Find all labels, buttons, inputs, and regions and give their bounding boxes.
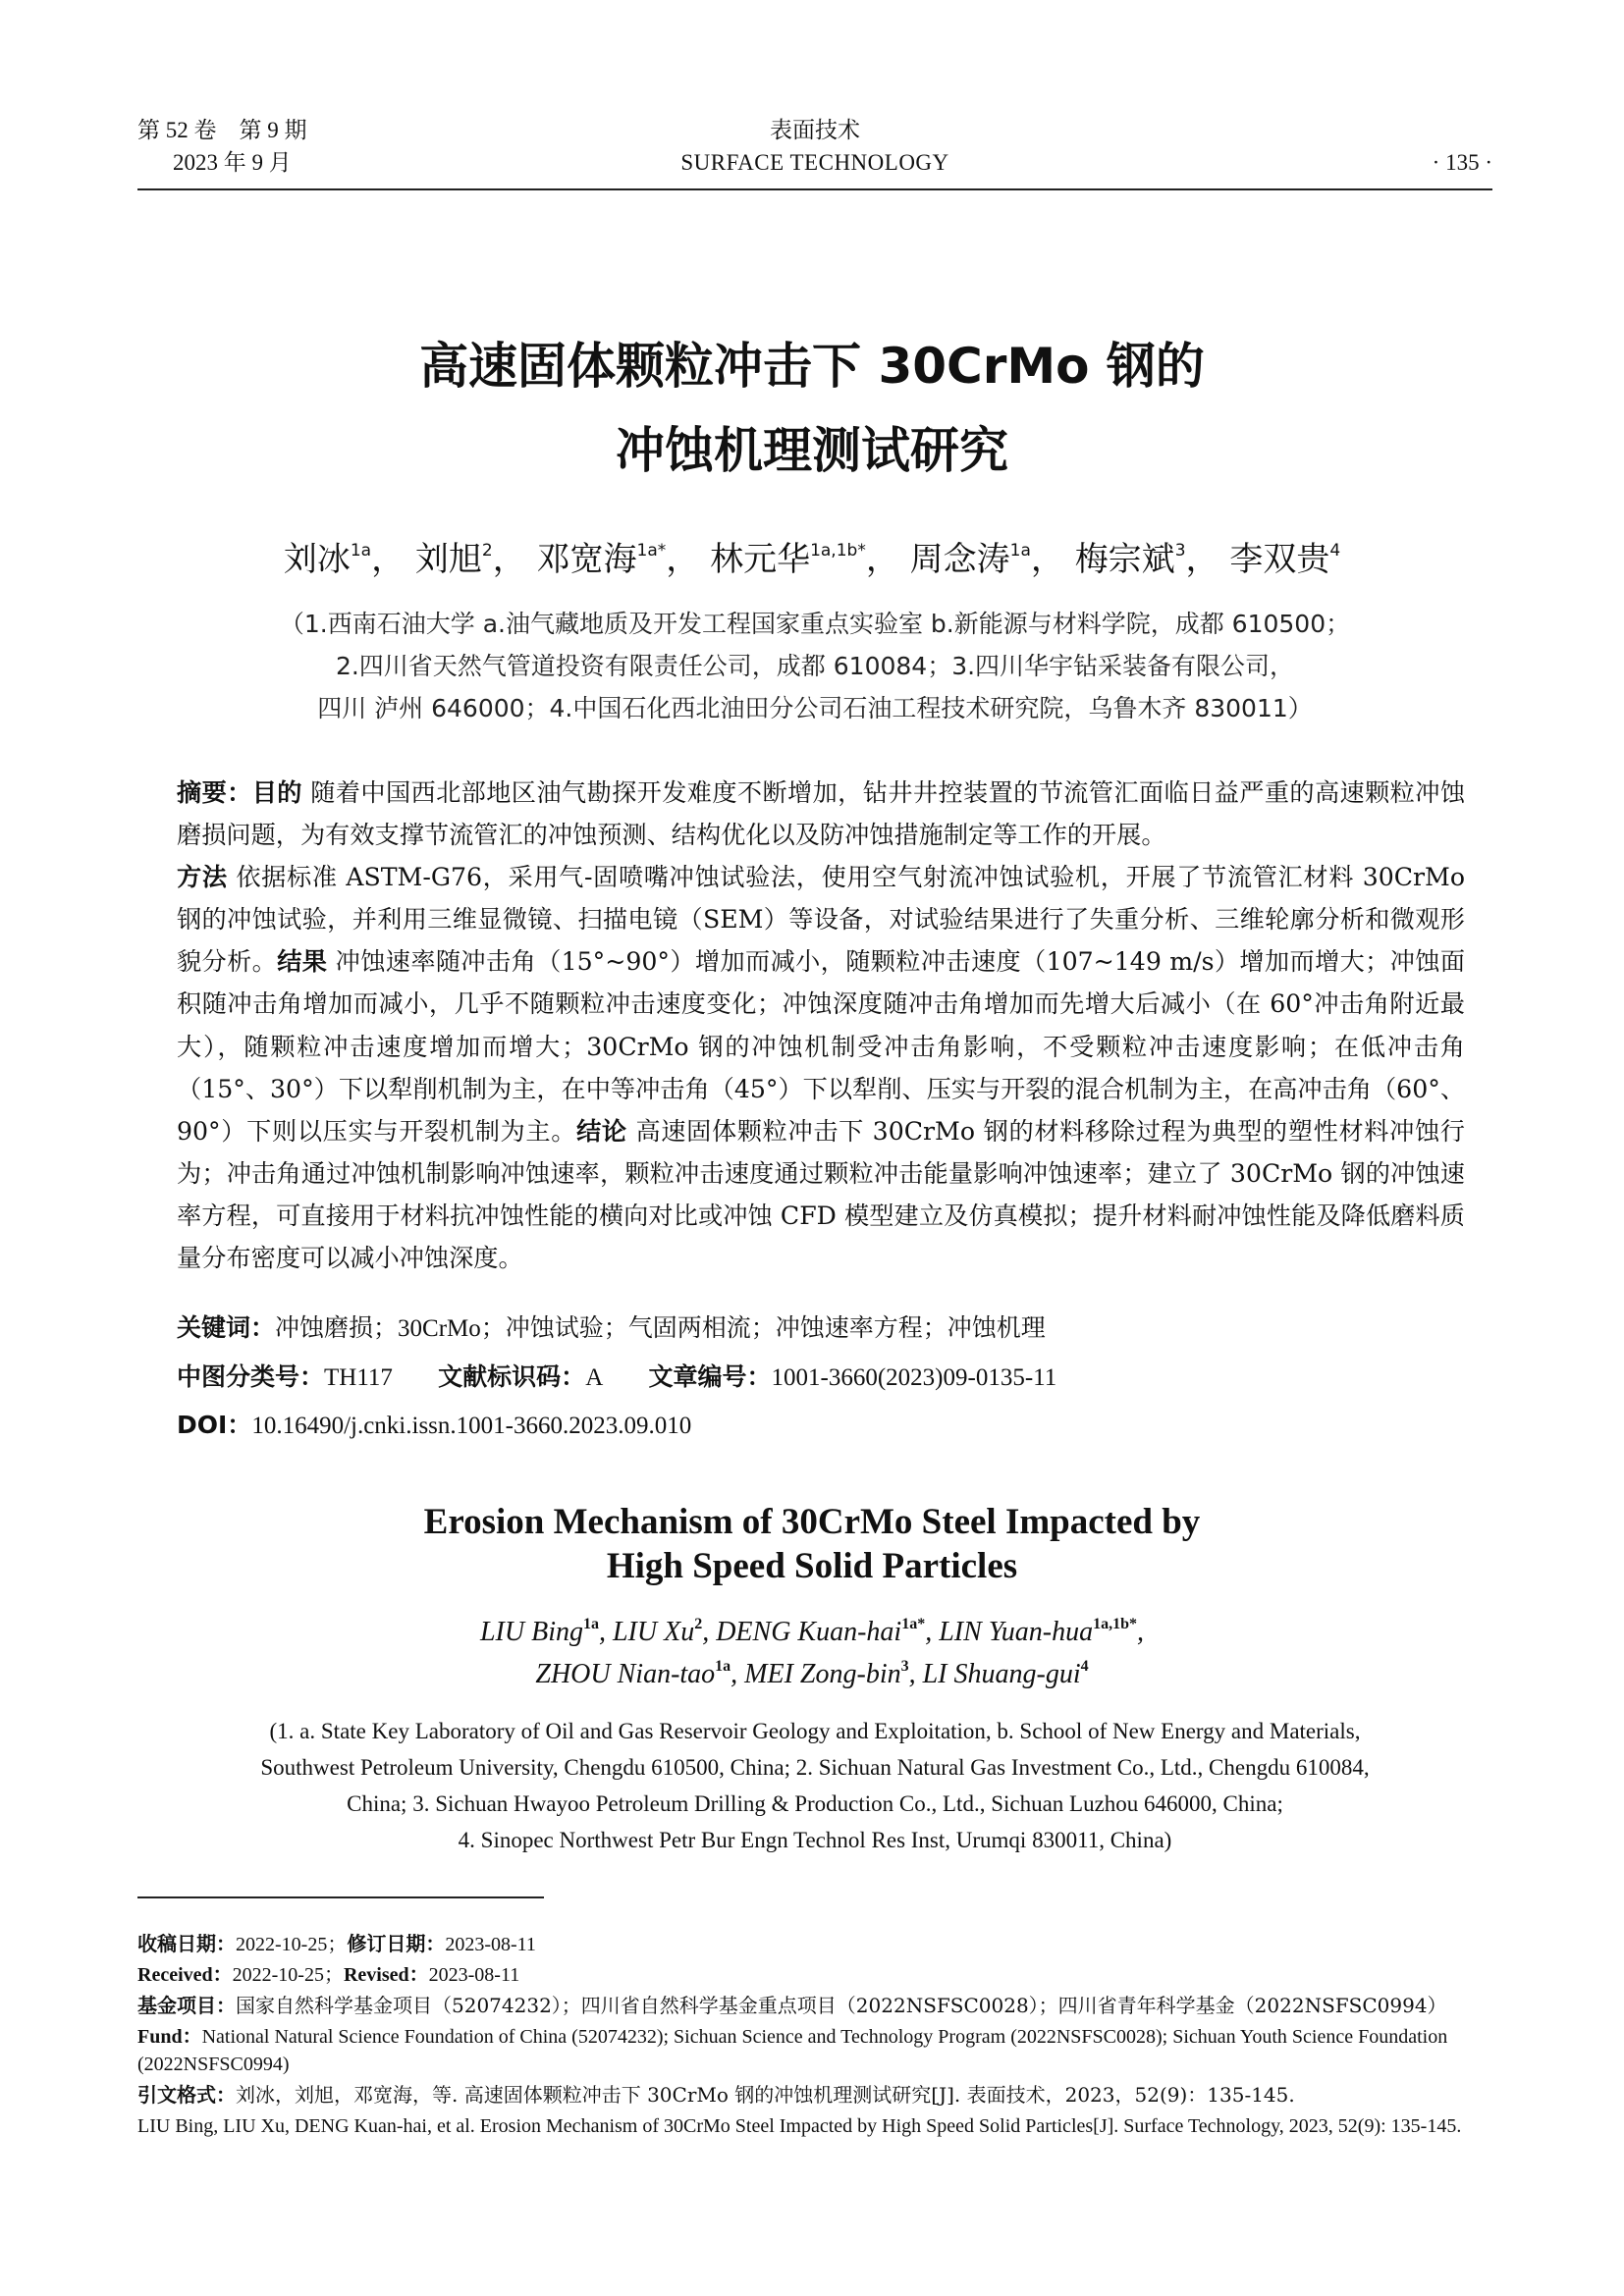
affiliation-line: 2.四川省天然气管道投资有限责任公司，成都 610084；3.四川华宇钻采装备有限公司， xyxy=(335,652,1295,680)
affiliations-en xyxy=(137,1713,1492,1858)
author-en: DENG Kuan-hai$^{1a*}$ xyxy=(716,1616,926,1647)
affiliation-en-line: Southwest Petroleum University, Chengdu 610500, China; 2. Sichuan Natural Gas Investment Co., Ltd., Chengdu 610084, xyxy=(260,1755,1370,1780)
purpose-label: 目的 xyxy=(251,778,302,807)
footnote-citation-en: LIU Bing, LIU Xu, DENG Kuan-hai, et al. Erosion Mechanism of 30CrMo Steel Impacted by High Speed Solid Particles[J]. Surface Technology, 2023, 52(9): 135-145. xyxy=(137,2115,1462,2137)
keywords-label: 关键词： xyxy=(177,1313,276,1342)
footnotes xyxy=(137,1930,1504,2143)
method-label: 方法 xyxy=(177,863,228,892)
footnote-dates-en: Received：2022-10-25；Revised：2023-08-11 xyxy=(137,1964,520,1986)
author-cn: 梅宗斌$^3$ xyxy=(1074,540,1186,579)
title-cn xyxy=(0,324,1624,493)
author-en: LIU Xu$^2$ xyxy=(612,1616,703,1647)
article-number-label: 文章编号： xyxy=(648,1362,772,1391)
title-cn-line: 高速固体颗粒冲击下 30CrMo 钢的 xyxy=(419,338,1205,395)
conclusion-text: 高速固体颗粒冲击下 30CrMo 钢的材料移除过程为典型的塑性材料冲蚀行为；冲击角通过冲蚀机制影响冲蚀速率，颗粒冲击速度通过颗粒冲击能量影响冲蚀速率；建立了 30CrMo 钢的冲蚀速率方程，可直接用于材料抗冲蚀性能的横向对比或冲蚀 CFD 模型建立及仿真模拟；提升材料耐冲蚀性能及降低磨料质量分布密度可以减小冲蚀深度。 xyxy=(177,1116,1465,1273)
issue-date: 2023 年 9 月 xyxy=(173,150,292,175)
affiliation-en-line: China; 3. Sichuan Hwayoo Petroleum Drilling & Production Co., Ltd., Sichuan Luzhou 646000, China; xyxy=(347,1791,1283,1816)
running-header xyxy=(137,116,1492,185)
abstract-cn xyxy=(177,772,1465,1279)
title-cn-line: 冲蚀机理测试研究 xyxy=(616,422,1008,479)
authors-en-line: ZHOU Nian-tao$^{1a}$, MEI Zong-bin$^3$, LI Shuang-gui$^4$ xyxy=(535,1658,1089,1689)
clc-label: 中图分类号： xyxy=(177,1362,325,1391)
authors-en-line: LIU Bing$^{1a}$, LIU Xu$^2$, DENG Kuan-hai$^{1a*}$, LIN Yuan-hua$^{1a,1b*}$, xyxy=(479,1616,1145,1647)
conclusion-label: 结论 xyxy=(576,1116,627,1146)
results-text: 冲蚀速率随冲击角（15°~90°）增加而减小，随颗粒冲击速度（107~149 m/s）增加而增大；冲蚀面积随冲击角增加而减小，几乎不随颗粒冲击速度变化；冲蚀深度随冲击角增加而先增大后减小（在 60°冲击角附近最大），随颗粒冲击速度增加而增大；30CrMo 钢的冲蚀机制受冲击角影响，不受颗粒冲击速度影响；在低冲击角（15°、30°）下以犁削机制为主，在中等冲击角（45°）下以犁削、压实与开裂的混合机制为主，在高冲击角（60°、90°）下则以压实与开裂机制为主。 xyxy=(177,947,1466,1146)
article-number-value: 1001-3660(2023)09-0135-11 xyxy=(771,1364,1057,1391)
footnote-fund-cn: 基金项目：国家自然科学基金项目（52074232）；四川省自然科学基金重点项目（2022NSFSC0028）；四川省青年科学基金（2022NSFSC0994） xyxy=(137,1994,1447,2017)
author-cn: 刘旭$^2$ xyxy=(414,540,493,579)
doi-link[interactable]: 10.16490/j.cnki.issn.1001-3660.2023.09.010 xyxy=(251,1413,692,1439)
keywords-text: 冲蚀磨损；30CrMo；冲蚀试验；气固两相流；冲蚀速率方程；冲蚀机理 xyxy=(275,1315,1046,1342)
author-en: LI Shuang-gui$^4$ xyxy=(922,1658,1089,1689)
footnote-citation-cn: 引文格式：刘冰，刘旭，邓宽海，等. 高速固体颗粒冲击下 30CrMo 钢的冲蚀机理测试研究[J]. 表面技术，2023，52(9)：135-145. xyxy=(137,2083,1295,2107)
author-en: ZHOU Nian-tao$^{1a}$ xyxy=(535,1658,731,1689)
affiliation-en-line: (1. a. State Key Laboratory of Oil and Gas Reservoir Geology and Exploitation, b. School of New Energy and Materials, xyxy=(269,1719,1361,1743)
journal-name-en: SURFACE TECHNOLOGY xyxy=(680,150,949,175)
author-en: LIU Bing$^{1a}$ xyxy=(479,1616,599,1647)
method-text: 依据标准 ASTM-G76，采用气-固喷嘴冲蚀试验法，使用空气射流冲蚀试验机，开展了节流管汇材料 30CrMo 钢的冲蚀试验，并利用三维显微镜、扫描电镜（SEM）等设备，对试验结果进行了失重分析、三维轮廓分析和微观形貌分析。 xyxy=(177,863,1466,977)
footnote-rule xyxy=(137,1896,544,1898)
authors-en xyxy=(0,1611,1624,1695)
doi-label: DOI： xyxy=(177,1411,252,1439)
authors-cn: 刘冰$^{1a}$， 刘旭$^2$， 邓宽海$^{1a*}$， 林元华$^{1a,1b*}$， 周念涛$^{1a}$， 梅宗斌$^3$， 李双贵$^4$ xyxy=(283,540,1341,579)
author-cn: 林元华$^{1a,1b*}$ xyxy=(710,540,866,579)
author-cn: 邓宽海$^{1a*}$ xyxy=(536,540,667,579)
clc-value: TH117 xyxy=(324,1364,393,1391)
purpose-text: 随着中国西北部地区油气勘探开发难度不断增加，钻井井控装置的节流管汇面临日益严重的高速颗粒冲蚀磨损问题，为有效支撑节流管汇的冲蚀预测、结构优化以及防冲蚀措施制定等工作的开展。 xyxy=(177,778,1466,850)
doc-code-value: A xyxy=(585,1364,604,1391)
author-cn: 李双贵$^4$ xyxy=(1229,540,1341,579)
author-en: LIN Yuan-hua$^{1a,1b*}$ xyxy=(939,1616,1138,1647)
header-rule xyxy=(137,188,1492,190)
author-cn: 周念涛$^{1a}$ xyxy=(909,540,1031,579)
doi xyxy=(177,1406,1465,1446)
page-number: · 135 · xyxy=(1432,150,1492,175)
author-cn: 刘冰$^{1a}$ xyxy=(283,540,372,579)
affiliation-line: （1.西南石油大学 a.油气藏地质及开发工程国家重点实验室 b.新能源与材料学院，成都 610500； xyxy=(279,610,1351,638)
author-en: MEI Zong-bin$^3$ xyxy=(744,1658,909,1689)
results-label: 结果 xyxy=(277,947,328,977)
classification xyxy=(177,1358,1465,1398)
title-en-line: Erosion Mechanism of 30CrMo Steel Impacted by xyxy=(423,1502,1201,1542)
journal-name-cn: 表面技术 xyxy=(770,118,860,142)
title-en xyxy=(0,1500,1624,1588)
footnote-fund-en: Fund：National Natural Science Foundation of China (52074232); Sichuan Science and Technology Program (2022NSFSC0028); Sichuan Youth Science Foundation (2022NSFSC0994) xyxy=(137,2026,1448,2075)
affiliation-line: 四川 泸州 646000；4.中国石化西北油田分公司石油工程技术研究院，乌鲁木齐 830011） xyxy=(317,694,1313,722)
affiliation-en-line: 4. Sinopec Northwest Petr Bur Engn Technol Res Inst, Urumqi 830011, China) xyxy=(458,1828,1172,1852)
volume-issue: 第 52 卷 第 9 期 xyxy=(137,118,307,142)
doc-code-label: 文献标识码： xyxy=(438,1362,586,1391)
affiliations-cn xyxy=(137,603,1492,729)
keywords xyxy=(177,1308,1465,1349)
footnote-dates-cn: 收稿日期：2022-10-25；修订日期：2023-08-11 xyxy=(137,1932,536,1955)
abstract-label: 摘要： xyxy=(177,778,252,807)
title-en-line: High Speed Solid Particles xyxy=(606,1546,1018,1586)
